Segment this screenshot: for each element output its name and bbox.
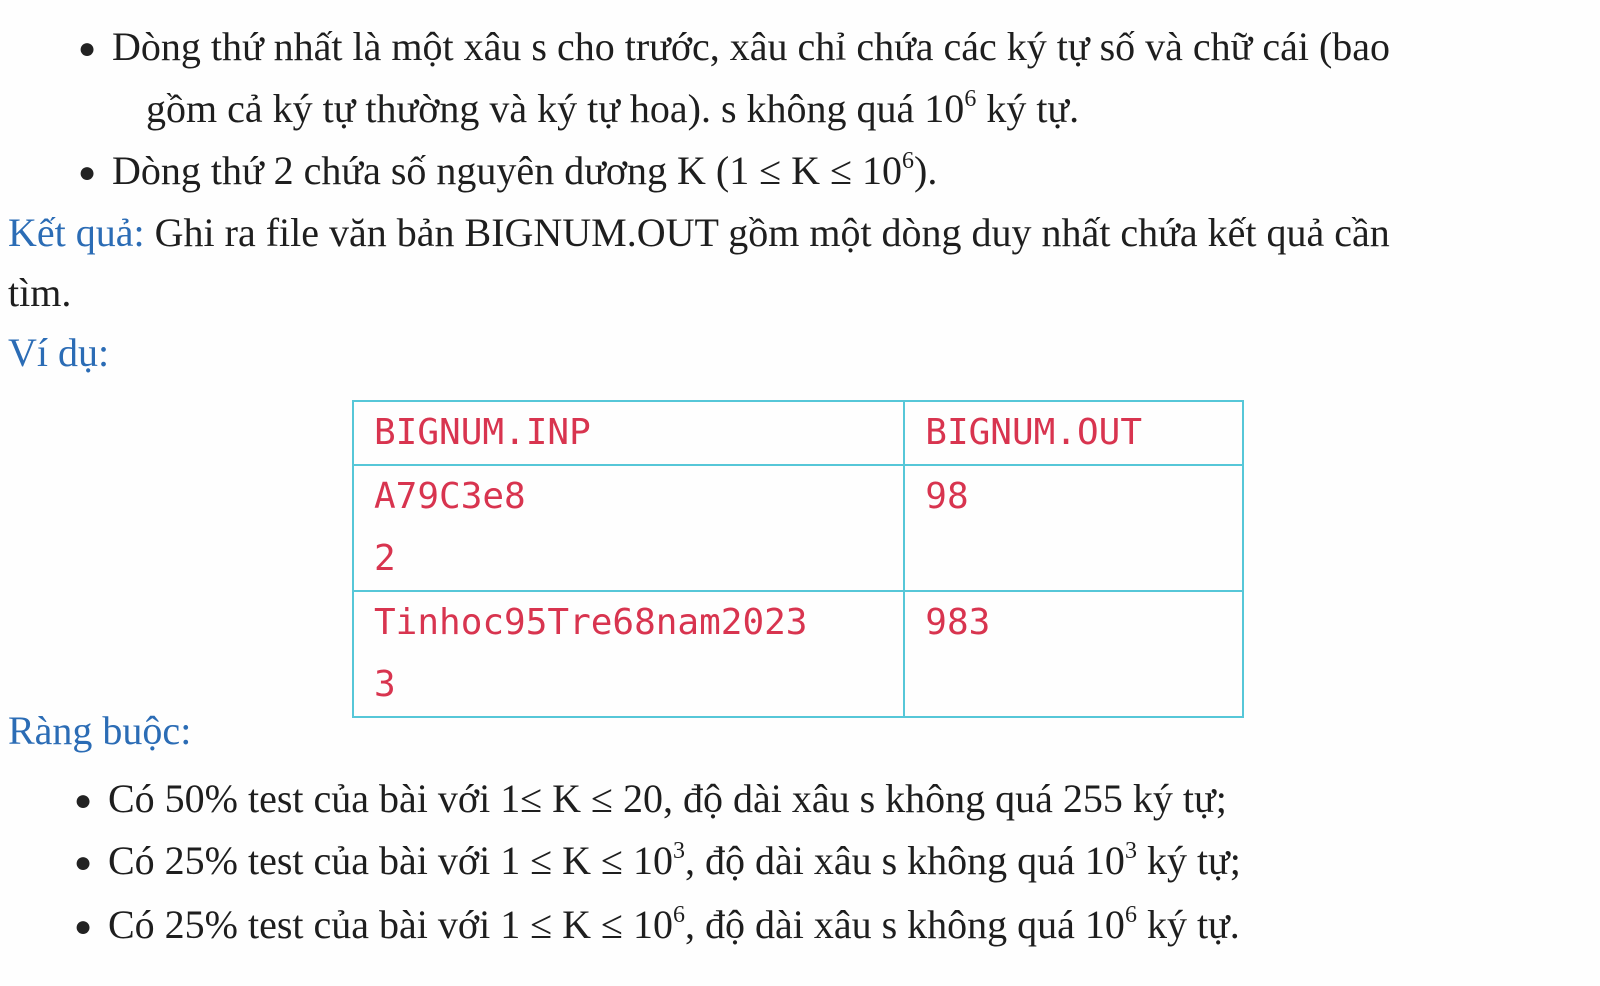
input-line-1-continued bbox=[146, 84, 1079, 134]
constraint-item bbox=[108, 836, 1241, 886]
constraint-text-a: Có 25% test của bài với 1 ≤ K ≤ 10 bbox=[108, 902, 673, 947]
bullet-icon: ● bbox=[78, 156, 97, 189]
input-line-2-text-a: Dòng thứ 2 chứa số nguyên dương K (1 ≤ K ≤ 10 bbox=[112, 148, 903, 193]
result-text-b: tìm. bbox=[8, 270, 72, 315]
superscript: 6 bbox=[964, 85, 977, 112]
result-heading: Kết quả: bbox=[8, 210, 145, 255]
input-line-2-text-b: ). bbox=[914, 148, 938, 193]
input-line-1-text-c: ký tự. bbox=[976, 86, 1080, 131]
bullet-icon: ● bbox=[74, 784, 93, 817]
input-line: Tinhoc95Tre68nam2023 bbox=[374, 602, 808, 643]
table-row bbox=[353, 465, 1243, 591]
constraint-text-b: , độ dài xâu s không quá 10 bbox=[684, 902, 1125, 947]
table-row bbox=[353, 591, 1243, 717]
superscript: 3 bbox=[672, 837, 685, 864]
example-table bbox=[352, 400, 1244, 718]
table-cell-input bbox=[353, 591, 904, 717]
table-header-output: BIGNUM.OUT bbox=[904, 401, 1243, 465]
example-heading: Ví dụ: bbox=[8, 330, 110, 375]
input-line: 2 bbox=[374, 538, 396, 579]
constraint-text-c: ký tự. bbox=[1136, 902, 1240, 947]
constraint-text-b: , độ dài xâu s không quá 10 bbox=[684, 838, 1125, 883]
input-line-2 bbox=[112, 146, 937, 196]
result-paragraph bbox=[8, 208, 1390, 258]
table-cell-output: 983 bbox=[904, 591, 1243, 717]
input-line-1-text: Dòng thứ nhất là một xâu s cho trước, xâu chỉ chứa các ký tự số và chữ cái (bao bbox=[112, 24, 1391, 69]
result-text: Ghi ra file văn bản BIGNUM.OUT gồm một dòng duy nhất chứa kết quả cần bbox=[144, 210, 1390, 255]
bullet-icon: ● bbox=[78, 32, 97, 65]
table-cell-input bbox=[353, 465, 904, 591]
input-line: 3 bbox=[374, 664, 396, 705]
input-line-1 bbox=[112, 22, 1390, 72]
bullet-icon: ● bbox=[74, 846, 93, 879]
input-line: A79C3e8 bbox=[374, 476, 526, 517]
superscript: 3 bbox=[1124, 837, 1137, 864]
superscript: 6 bbox=[1124, 901, 1137, 928]
superscript: 6 bbox=[672, 901, 685, 928]
constraint-text: Có 50% test của bài với 1≤ K ≤ 20, độ dài xâu s không quá 255 ký tự; bbox=[108, 776, 1227, 821]
constraint-text-a: Có 25% test của bài với 1 ≤ K ≤ 10 bbox=[108, 838, 673, 883]
table-cell-output: 98 bbox=[904, 465, 1243, 591]
result-paragraph-continued bbox=[8, 268, 71, 318]
table-header-row bbox=[353, 401, 1243, 465]
constraints-heading: Ràng buộc: bbox=[8, 708, 192, 753]
input-line-1-text-b: gồm cả ký tự thường và ký tự hoa). s không quá 10 bbox=[146, 86, 965, 131]
constraint-item bbox=[108, 774, 1227, 824]
constraint-item bbox=[108, 900, 1240, 950]
superscript: 6 bbox=[902, 147, 915, 174]
table-header-input: BIGNUM.INP bbox=[353, 401, 904, 465]
bullet-icon: ● bbox=[74, 910, 93, 943]
constraint-text-c: ký tự; bbox=[1136, 838, 1241, 883]
